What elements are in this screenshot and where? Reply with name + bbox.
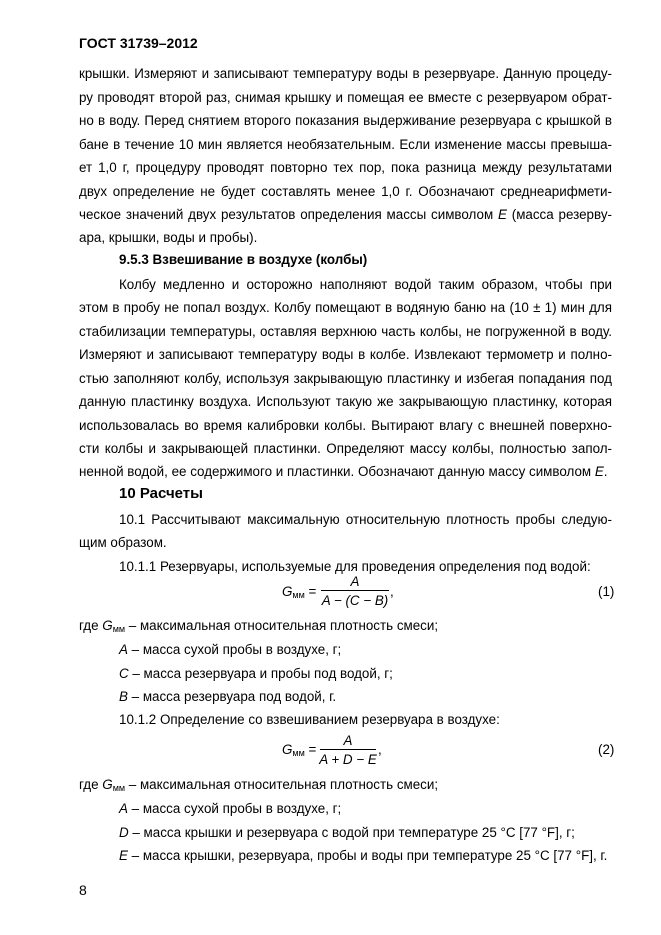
text-line: ет 1,0 г, процедуру проводят повторно тех пор, пока разница между результатами (79, 160, 612, 175)
text-line: 10.1 Рассчитывают максимальную относительную плотность пробы следую- (119, 512, 612, 527)
text-line: Колбу медленно и осторожно наполняют водой таким образом, чтобы при (119, 277, 612, 292)
equation-number: (1) (598, 584, 615, 599)
text-line: щим образом. (79, 535, 167, 550)
text-fragment: . (603, 464, 608, 479)
subscript: мм (292, 748, 305, 758)
formula-lhs (282, 584, 316, 599)
where-line (79, 777, 612, 794)
equation-number: (2) (598, 742, 615, 757)
text-line (79, 207, 612, 223)
legend-item (119, 689, 652, 705)
numerator-text: A (343, 733, 353, 748)
symbol-g: G (102, 777, 113, 792)
symbol-e: E (119, 848, 128, 863)
legend-item (119, 848, 652, 864)
legend-item (119, 666, 652, 682)
page-number: 8 (79, 882, 87, 898)
text-line: ара, крышки, воды и пробы). (79, 230, 258, 245)
equals-sign: = (308, 742, 317, 757)
subscript: мм (112, 624, 126, 634)
formula-numerator (318, 733, 378, 748)
legend-text: – масса резервуара под водой, г. (127, 689, 337, 704)
legend-text: – масса сухой пробы в воздухе, г; (127, 801, 342, 816)
legend-item (119, 642, 652, 658)
text-line: этом в пробу не попал воздух. Колбу помещают в водяную баню на (10 ± 1) мин для (79, 300, 612, 315)
symbol-d: D (119, 825, 129, 840)
where-prefix: где (79, 618, 99, 633)
symbol-c: C (119, 666, 129, 681)
legend-text: – масса резервуара и пробы под водой, г; (128, 666, 393, 681)
subscript: мм (112, 783, 126, 793)
formula-denominator: A − (C − B) (321, 593, 389, 608)
symbol-a: A (119, 642, 128, 657)
symbol-g: G (102, 618, 113, 633)
text-line: двух определение не будет составлять менее 1,0 г. Обозначают среднеарифмети- (79, 184, 612, 199)
legend-item (119, 801, 652, 817)
text-line: ру проводят второй раз, снимая крышку и помещая ее вместе с резервуаром обрат- (79, 90, 612, 105)
text-line: 10.1.1 Резервуары, используемые для проведения определения под водой: (119, 559, 591, 574)
symbol-b: B (119, 689, 128, 704)
text-line: 10.1.2 Определение со взвешиванием резервуара в воздухе: (119, 712, 500, 727)
text-line: крышки. Измеряют и записывают температуру воды в резервуаре. Данную процеду- (79, 66, 612, 81)
symbol-g: G (282, 742, 293, 757)
legend-text: – масса крышки, резервуара, пробы и воды при температуре 25 °С [77 °F], г. (127, 848, 608, 863)
text-line: но в воду. Перед снятием второго показания выдерживание резервуара с крышкой в (79, 113, 612, 128)
symbol-g: G (282, 584, 293, 599)
fraction-bar (321, 590, 389, 591)
where-text: – максимальная относительная плотность смеси; (125, 777, 439, 792)
formula-lhs (282, 742, 316, 757)
section-heading: 10 Расчеты (119, 485, 203, 502)
symbol-a: A (119, 801, 128, 816)
text-fragment: ческое значений двух результатов определения массы символом (79, 207, 494, 222)
text-line: стабилизации температуры, оставляя верхнюю часть колбы, не погруженной в воду. (79, 324, 612, 339)
symbol-e: E (594, 464, 604, 479)
text-fragment: (масса резерву- (506, 207, 612, 222)
subscript: мм (292, 590, 305, 600)
fraction-bar (320, 749, 376, 750)
legend-text: – масса крышки и резервуара с водой при температуре 25 °С [77 °F], г; (128, 825, 575, 840)
where-line (79, 618, 612, 635)
text-line: стью заполняют колбу, используя закрывающую пластинку и избегая попадания под (79, 371, 612, 386)
equals-sign: = (308, 584, 317, 599)
standard-header: ГОСТ 31739–2012 (79, 35, 198, 51)
where-text: – максимальная относительная плотность смеси; (125, 618, 439, 633)
formula-numerator (320, 574, 390, 589)
where-prefix: где (79, 777, 99, 792)
formula-trail: , (378, 742, 382, 757)
text-fragment: ненной водой, ее содержимого и пластинки. Обозначают данную массу символом (79, 464, 592, 479)
symbol-e: E (497, 207, 507, 222)
text-line: сти колбы и закрывающей пластинки. Определяют массу колбы, полностью запол- (79, 441, 612, 456)
section-heading: 9.5.3 Взвешивание в воздухе (колбы) (119, 252, 368, 267)
text-line: данную пластинку воздуха. Используют такую же закрывающую пластинку, которая (79, 394, 612, 409)
formula-trail: , (390, 584, 394, 599)
text-line: использовалась во время калибровки колбы. Вытирают влагу с внешней поверхно- (79, 418, 612, 433)
text-line: Измеряют и записывают температуру воды в колбе. Извлекают термометр и полно- (79, 347, 612, 362)
numerator-text: A (350, 574, 360, 589)
legend-item (119, 825, 652, 841)
formula-denominator: A + D − E (319, 752, 377, 767)
legend-text: – масса сухой пробы в воздухе, г; (127, 642, 342, 657)
text-line (79, 464, 612, 480)
text-line: бане в течение 10 мин является необязательным. Если изменение массы превыша- (79, 137, 612, 152)
